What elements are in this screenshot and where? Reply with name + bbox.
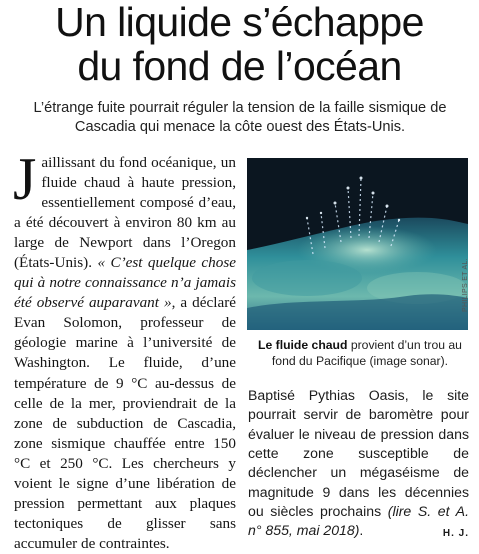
caption-lead: Le fluide chaud <box>258 338 348 352</box>
headline-line-2: du fond de l’océan <box>77 43 402 89</box>
standfirst: L’étrange fuite pourrait réguler la tension de la faille sismique de Cascadia qui menace la côte ouest des États-Unis. <box>33 100 447 135</box>
article-reference: (lire S. et A. n° 855, mai 2018) <box>248 503 469 539</box>
article-quote: « C’est quelque chose qui à notre connaissance n’a jamais été observé auparavant » <box>14 254 237 312</box>
sonar-image <box>247 158 468 330</box>
article-body-right-column <box>248 386 469 540</box>
headline <box>0 0 479 88</box>
article-paragraph-2: Baptisé Pythias Oasis, le site pourrait servir de baromètre pour évaluer le niveau de pression dans cette zone susceptible de déclencher un mégaséisme de magnitude 9 dans les décennies ou siècles prochains <box>248 387 469 520</box>
article-body-left-column <box>13 146 237 552</box>
author-signature: H. J. <box>442 528 469 540</box>
photo-credit: PHILIPS ET AL. <box>462 258 469 312</box>
article-text-start: aillissant du fond océanique, un fluide chaud à haute pression, essentiellement composé d’eau, a été découvert à environ 80 km au large de Newport dans l’Oregon (États-Unis). <box>14 154 236 272</box>
caption-text: provient d’un trou au fond du Pacifique (image sonar). <box>271 338 462 368</box>
sonar-seafloor-illustration <box>247 158 468 330</box>
image-caption <box>250 337 470 369</box>
drop-cap: J <box>13 146 37 212</box>
headline-line-1: Un liquide s’échappe <box>55 0 424 45</box>
article-paragraph-2-end: . <box>359 522 364 539</box>
article-text-continued: , a déclaré Evan Solomon, professeur de géologie marine à l’université de Washington. Le fluide, d’une température de 9 °C au-dessus de celle de la mer, proviendrait de la zone de subduction de Cascadia, zone sismique chauffée entre 150 °C et 250 °C. Les chercheurs y voient le signe d’une libération de pression permettant aux plaques tectoniques de glisser sans accumuler de contraintes. <box>14 294 236 552</box>
